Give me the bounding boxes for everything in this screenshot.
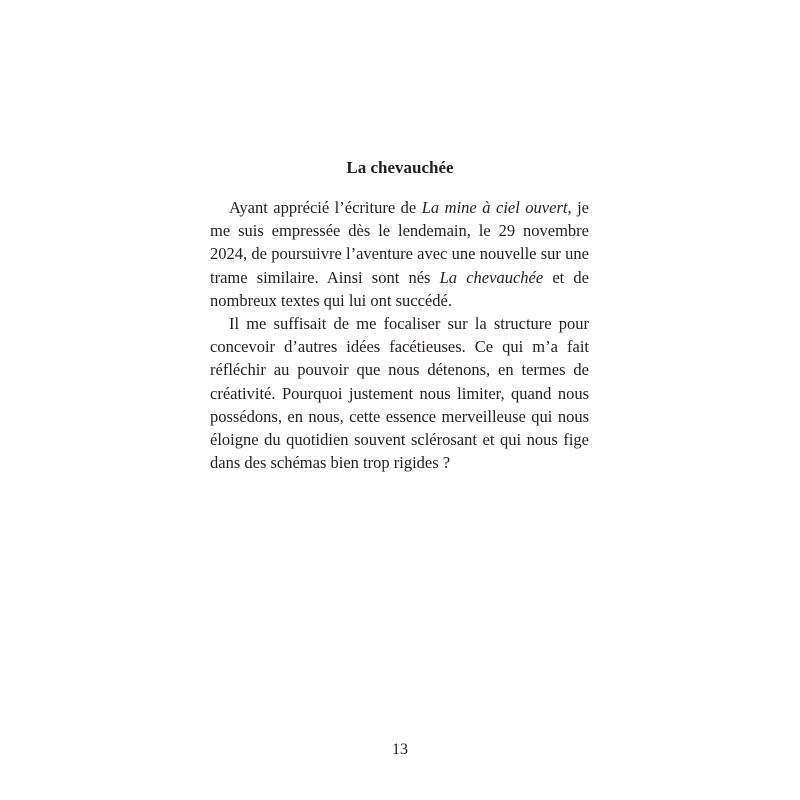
page-number: 13: [392, 741, 408, 758]
paragraph-1-text-a: Ayant apprécié l’écriture de: [229, 198, 422, 217]
chapter-title: La chevauchée: [346, 158, 454, 177]
book-title-la-chevauchee: La chevauchée: [439, 267, 544, 287]
paragraph-2: Il me suffisait de me focaliser sur la structure pour concevoir d’autres idées facétieuses. Ce qui m’a fait réfléchir au pouvoir que nous détenons, en termes de créativité. Pourquoi justement nous limiter, quand nous possédons, en nous, cette essence merveilleuse qui nous éloigne du quotidien souvent sclérosant et qui nous fige dans des schémas bien trop rigides ?: [210, 314, 589, 473]
paragraph-1-text-c: et de nombreux textes qui lui ont succédé.: [210, 267, 589, 310]
body-text: [210, 196, 589, 474]
paragraph-1-text-b: , je me suis empressée dès le lendemain, le 29 novembre 2024, de poursuivre l’aventure avec une nouvelle sur une trame similaire. Ainsi sont nés: [210, 198, 590, 287]
book-title-la-mine-a-ciel-ouvert: La mine à ciel ouvert: [421, 198, 568, 217]
paragraph-1: [210, 196, 589, 312]
